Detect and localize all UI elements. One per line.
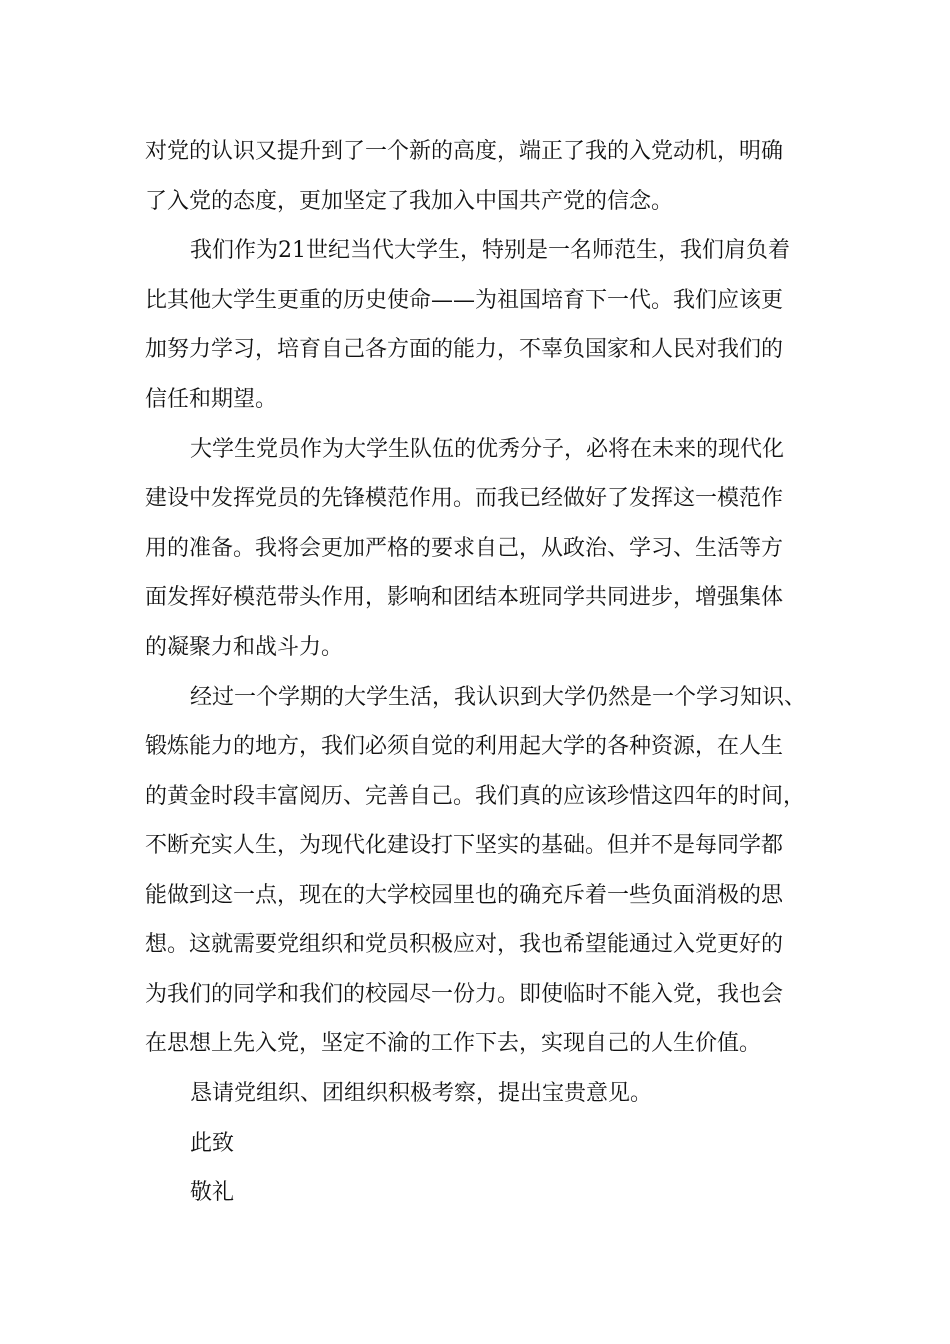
- text-line: 为我们的同学和我们的校园尽一份力。即使临时不能入党，我也会: [145, 982, 784, 1007]
- text-line: 用的准备。我将会更加严格的要求自己，从政治、学习、生活等方: [145, 536, 784, 561]
- text-line: 的黄金时段丰富阅历、完善自己。我们真的应该珍惜这四年的时间，: [145, 784, 806, 809]
- text-line: 锻炼能力的地方，我们必须自觉的利用起大学的各种资源，在人生: [145, 734, 784, 759]
- text-line: 比其他大学生更重的历史使命——为祖国培育下一代。我们应该更: [145, 288, 784, 313]
- text-line: 大学生党员作为大学生队伍的优秀分子，必将在未来的现代化: [190, 437, 785, 462]
- text-line: 对党的认识又提升到了一个新的高度，端正了我的入党动机，明确: [145, 139, 784, 164]
- text-line: 我们作为21世纪当代大学生，特别是一名师范生，我们肩负着: [190, 238, 790, 263]
- text-line: 了入党的态度，更加坚定了我加入中国共产党的信念。: [145, 189, 674, 214]
- text-line: 不断充实人生，为现代化建设打下坚实的基础。但并不是每同学都: [145, 833, 784, 858]
- text-line: 面发挥好模范带头作用，影响和团结本班同学共同进步，增强集体: [145, 585, 784, 610]
- text-line: 恳请党组织、团组织积极考察，提出宝贵意见。: [190, 1081, 653, 1106]
- text-line: 信任和期望。: [145, 387, 278, 412]
- closing-line: 此致: [190, 1131, 235, 1156]
- salutation-line: 敬礼: [190, 1180, 235, 1205]
- text-line: 建设中发挥党员的先锋模范作用。而我已经做好了发挥这一模范作: [145, 486, 784, 511]
- text-line: 能做到这一点，现在的大学校园里也的确充斥着一些负面消极的思: [145, 883, 784, 908]
- text-line: 想。这就需要党组织和党员积极应对，我也希望能通过入党更好的: [145, 932, 784, 957]
- text-line: 在思想上先入党，坚定不渝的工作下去，实现自己的人生价值。: [145, 1031, 762, 1056]
- text-line: 加努力学习，培育自己各方面的能力，不辜负国家和人民对我们的: [145, 337, 784, 362]
- text-line: 经过一个学期的大学生活，我认识到大学仍然是一个学习知识、: [190, 685, 807, 710]
- text-line: 的凝聚力和战斗力。: [145, 635, 344, 660]
